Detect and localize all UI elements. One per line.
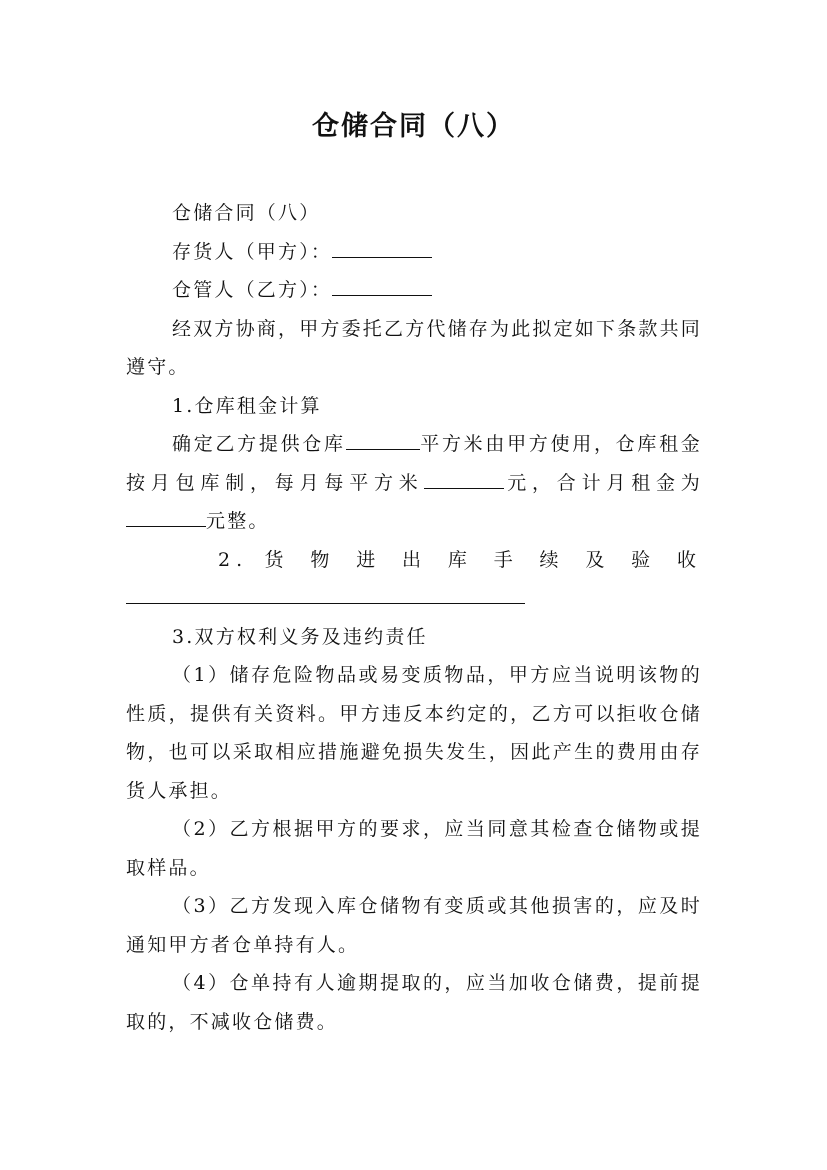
section1-text-2: 平方米由甲方使用，仓库租金按月包库制，每月每平方米 (126, 433, 702, 494)
unit-price-blank[interactable] (424, 470, 504, 489)
section1-text-3: 元，合计月租金为 (503, 471, 702, 494)
section3-heading: 3.双方权利义务及违约责任 (172, 625, 428, 648)
section2-blank-line[interactable] (126, 579, 702, 618)
clause-3: （3）乙方发现入库仓储物有变质或其他损害的，应及时通知甲方者仓单持有人。 (126, 895, 702, 956)
section1-text-4: 元整。 (206, 510, 270, 532)
section1-text-1: 确定乙方提供仓库 (172, 433, 346, 455)
total-rent-blank[interactable] (126, 508, 206, 527)
party-b-label: 仓管人（乙方）： (172, 279, 333, 301)
clause-2: （2）乙方根据甲方的要求，应当同意其检查仓储物或提取样品。 (126, 818, 702, 879)
area-blank[interactable] (346, 431, 420, 450)
party-a-line (126, 233, 702, 272)
party-a-label: 存货人（甲方）： (172, 240, 333, 263)
party-a-blank[interactable] (332, 239, 432, 258)
document-title: 仓储合同（八） (312, 111, 515, 142)
intro-paragraph: 经双方协商，甲方委托乙方代储存为此拟定如下条款共同遵守。 (126, 317, 703, 378)
clause-1: （1）储存危险物品或易变质物品，甲方应当说明该物的性质，提供有关资料。甲方违反本约定的，乙方可以拒收仓储物，也可以采取相应措施避免损失发生，因此产生的费用由存货人承担。 (126, 664, 702, 802)
section1-paragraph (126, 425, 702, 541)
section2-rule (126, 603, 525, 604)
subtitle-line (126, 194, 702, 233)
clause-4: （4）仓单持有人逾期提取的，应当加收仓储费，提前提取的，不减收仓储费。 (126, 972, 702, 1033)
section2-heading: 2. 货 物 进 出 库 手 续 及 验 收 (218, 548, 702, 571)
document-body (126, 194, 702, 1041)
subtitle-text: 仓储合同（八） (172, 202, 321, 224)
section1-heading: 1.仓库租金计算 (172, 394, 322, 417)
party-b-blank[interactable] (332, 277, 432, 296)
party-b-line (126, 271, 702, 310)
